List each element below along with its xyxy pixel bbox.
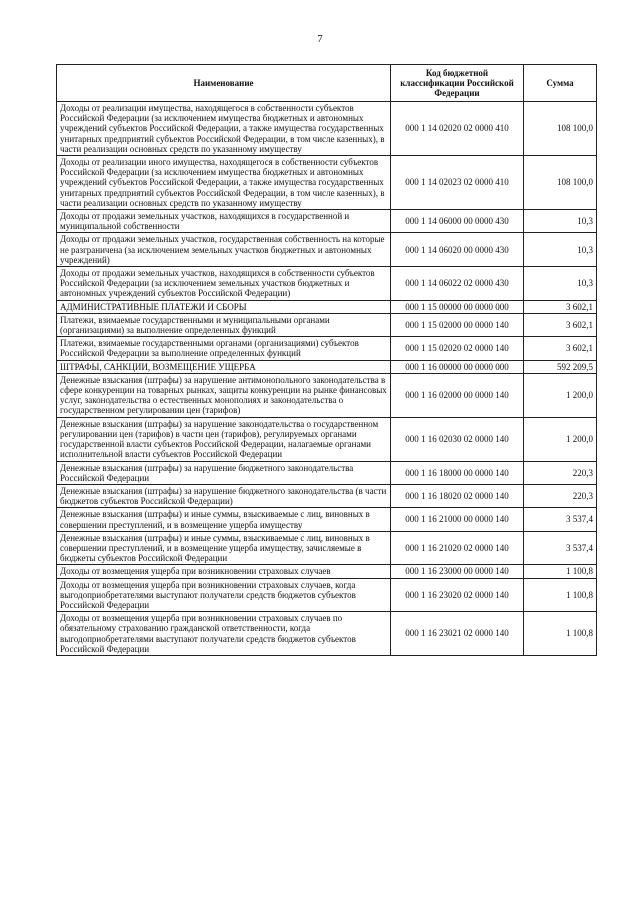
row-code: 000 1 14 02020 02 0000 410 xyxy=(391,102,524,156)
row-name: Доходы от возмещения ущерба при возникновении страховых случаев по обязательному страхованию гражданской ответственности, когда выгодоприобретателями выступают получатели средств бюджетов субъектов Российской Федерации xyxy=(57,612,391,656)
row-code: 000 1 16 21020 02 0000 140 xyxy=(391,531,524,565)
row-name: Денежные взыскания (штрафы) за нарушение бюджетного законодательства Российской Федерации xyxy=(57,461,391,484)
row-name: ШТРАФЫ, САНКЦИИ, ВОЗМЕЩЕНИЕ УЩЕРБА xyxy=(57,360,391,373)
table-row xyxy=(57,233,597,267)
row-name: Доходы от реализации иного имущества, находящегося в собственности субъектов Российской Федерации (за исключением имущества бюджетных и автономных учреждений субъектов Российской Федерации, а также имущества государственных унитарных предприятий субъектов Российской Федерации, в том числе казенных), в части реализации основных средств по указанному имуществу xyxy=(57,156,391,210)
table-row xyxy=(57,531,597,565)
row-code: 000 1 16 00000 00 0000 000 xyxy=(391,360,524,373)
row-sum: 220,3 xyxy=(524,484,597,507)
row-sum: 1 200,0 xyxy=(524,373,597,417)
row-name: Денежные взыскания (штрафы) за нарушение законодательства о государственном регулировании цен (тарифов) в части цен (тарифов), регулируемых органами государственной власти субъектов Российской Федерации, налагаемые органами исполнительной власти субъектов Российской Федерации xyxy=(57,417,391,461)
row-sum: 3 537,4 xyxy=(524,508,597,531)
table-row xyxy=(57,313,597,336)
row-name: Доходы от возмещения ущерба при возникновении страховых случаев xyxy=(57,565,391,578)
row-code: 000 1 15 02000 00 0000 140 xyxy=(391,313,524,336)
row-code: 000 1 14 02023 02 0000 410 xyxy=(391,156,524,210)
table-row xyxy=(57,267,597,301)
row-name: Доходы от продажи земельных участков, находящихся в собственности субъектов Российской Федерации (за исключением земельных участков бюджетных и автономных учреждений субъектов Российской Федерации) xyxy=(57,267,391,301)
row-sum: 3 537,4 xyxy=(524,531,597,565)
table-row xyxy=(57,210,597,233)
header-sum: Сумма xyxy=(524,65,597,102)
table-section-row xyxy=(57,360,597,373)
table-row xyxy=(57,337,597,360)
row-code: 000 1 15 00000 00 0000 000 xyxy=(391,300,524,313)
row-name: Денежные взыскания (штрафы) и иные суммы, взыскиваемые с лиц, виновных в совершении преступлений, и в возмещение ущерба имуществу xyxy=(57,508,391,531)
row-sum: 1 100,8 xyxy=(524,612,597,656)
row-name: Денежные взыскания (штрафы) и иные суммы, взыскиваемые с лиц, виновных в совершении преступлений, и в возмещение ущерба имуществу, зачисляемые в бюджеты субъектов Российской Федерации xyxy=(57,531,391,565)
row-name: Денежные взыскания (штрафы) за нарушение антимонопольного законодательства в сфере конкуренции на товарных рынках, защиты конкуренции на рынке финансовых услуг, законодательства о естественных монополиях и законодательства о государственном регулировании цен (тарифов) xyxy=(57,373,391,417)
table-row xyxy=(57,578,597,612)
row-code: 000 1 14 06000 00 0000 430 xyxy=(391,210,524,233)
row-sum: 1 100,8 xyxy=(524,565,597,578)
row-code: 000 1 16 18020 02 0000 140 xyxy=(391,484,524,507)
budget-revenue-table xyxy=(56,64,597,656)
row-code: 000 1 16 23021 02 0000 140 xyxy=(391,612,524,656)
table-row xyxy=(57,373,597,417)
row-sum: 108 100,0 xyxy=(524,102,597,156)
row-name: Платежи, взимаемые государственными органами (организациями) субъектов Российской Федерации за выполнение определенных функций xyxy=(57,337,391,360)
row-sum: 10,3 xyxy=(524,267,597,301)
row-name: Денежные взыскания (штрафы) за нарушение бюджетного законодательства (в части бюджетов субъектов Российской Федерации) xyxy=(57,484,391,507)
row-name: АДМИНИСТРАТИВНЫЕ ПЛАТЕЖИ И СБОРЫ xyxy=(57,300,391,313)
row-name: Доходы от реализации имущества, находящегося в собственности субъектов Российской Федерации (за исключением имущества бюджетных и автономных учреждений субъектов Российской Федерации, а также имущества государственных унитарных предприятий субъектов Российской Федерации, в том числе казенных), в части реализации основных средств по указанному имуществу xyxy=(57,102,391,156)
row-sum: 1 100,8 xyxy=(524,578,597,612)
header-code: Код бюджетной классификации Российской Федерации xyxy=(391,65,524,102)
row-code: 000 1 16 23000 00 0000 140 xyxy=(391,565,524,578)
row-sum: 220,3 xyxy=(524,461,597,484)
table-body xyxy=(57,102,597,656)
table-row xyxy=(57,417,597,461)
row-sum: 3 602,1 xyxy=(524,337,597,360)
row-name: Доходы от продажи земельных участков, государственная собственность на которые не разграничена (за исключением земельных участков бюджетных и автономных учреждений) xyxy=(57,233,391,267)
row-code: 000 1 14 06020 00 0000 430 xyxy=(391,233,524,267)
table-row xyxy=(57,484,597,507)
row-name: Доходы от продажи земельных участков, находящихся в государственной и муниципальной собственности xyxy=(57,210,391,233)
row-code: 000 1 15 02020 02 0000 140 xyxy=(391,337,524,360)
row-sum: 108 100,0 xyxy=(524,156,597,210)
table-row xyxy=(57,461,597,484)
row-name: Доходы от возмещения ущерба при возникновении страховых случаев, когда выгодоприобретателями выступают получатели средств бюджетов субъектов Российской Федерации xyxy=(57,578,391,612)
row-sum: 3 602,1 xyxy=(524,313,597,336)
row-code: 000 1 14 06022 02 0000 430 xyxy=(391,267,524,301)
row-sum: 1 200,0 xyxy=(524,417,597,461)
row-sum: 592 209,5 xyxy=(524,360,597,373)
table-row xyxy=(57,612,597,656)
row-sum: 10,3 xyxy=(524,233,597,267)
header-name: Наименование xyxy=(57,65,391,102)
table-row xyxy=(57,102,597,156)
table-row xyxy=(57,508,597,531)
row-code: 000 1 16 18000 00 0000 140 xyxy=(391,461,524,484)
row-code: 000 1 16 02030 02 0000 140 xyxy=(391,417,524,461)
row-code: 000 1 16 23020 02 0000 140 xyxy=(391,578,524,612)
row-sum: 10,3 xyxy=(524,210,597,233)
table-header-row xyxy=(57,65,597,102)
table-row xyxy=(57,156,597,210)
row-sum: 3 602,1 xyxy=(524,300,597,313)
row-code: 000 1 16 21000 00 0000 140 xyxy=(391,508,524,531)
row-code: 000 1 16 02000 00 0000 140 xyxy=(391,373,524,417)
page-number: 7 xyxy=(317,33,323,45)
row-name: Платежи, взимаемые государственными и муниципальными органами (организациями) за выполнение определенных функций xyxy=(57,313,391,336)
table-row xyxy=(57,565,597,578)
table-section-row xyxy=(57,300,597,313)
